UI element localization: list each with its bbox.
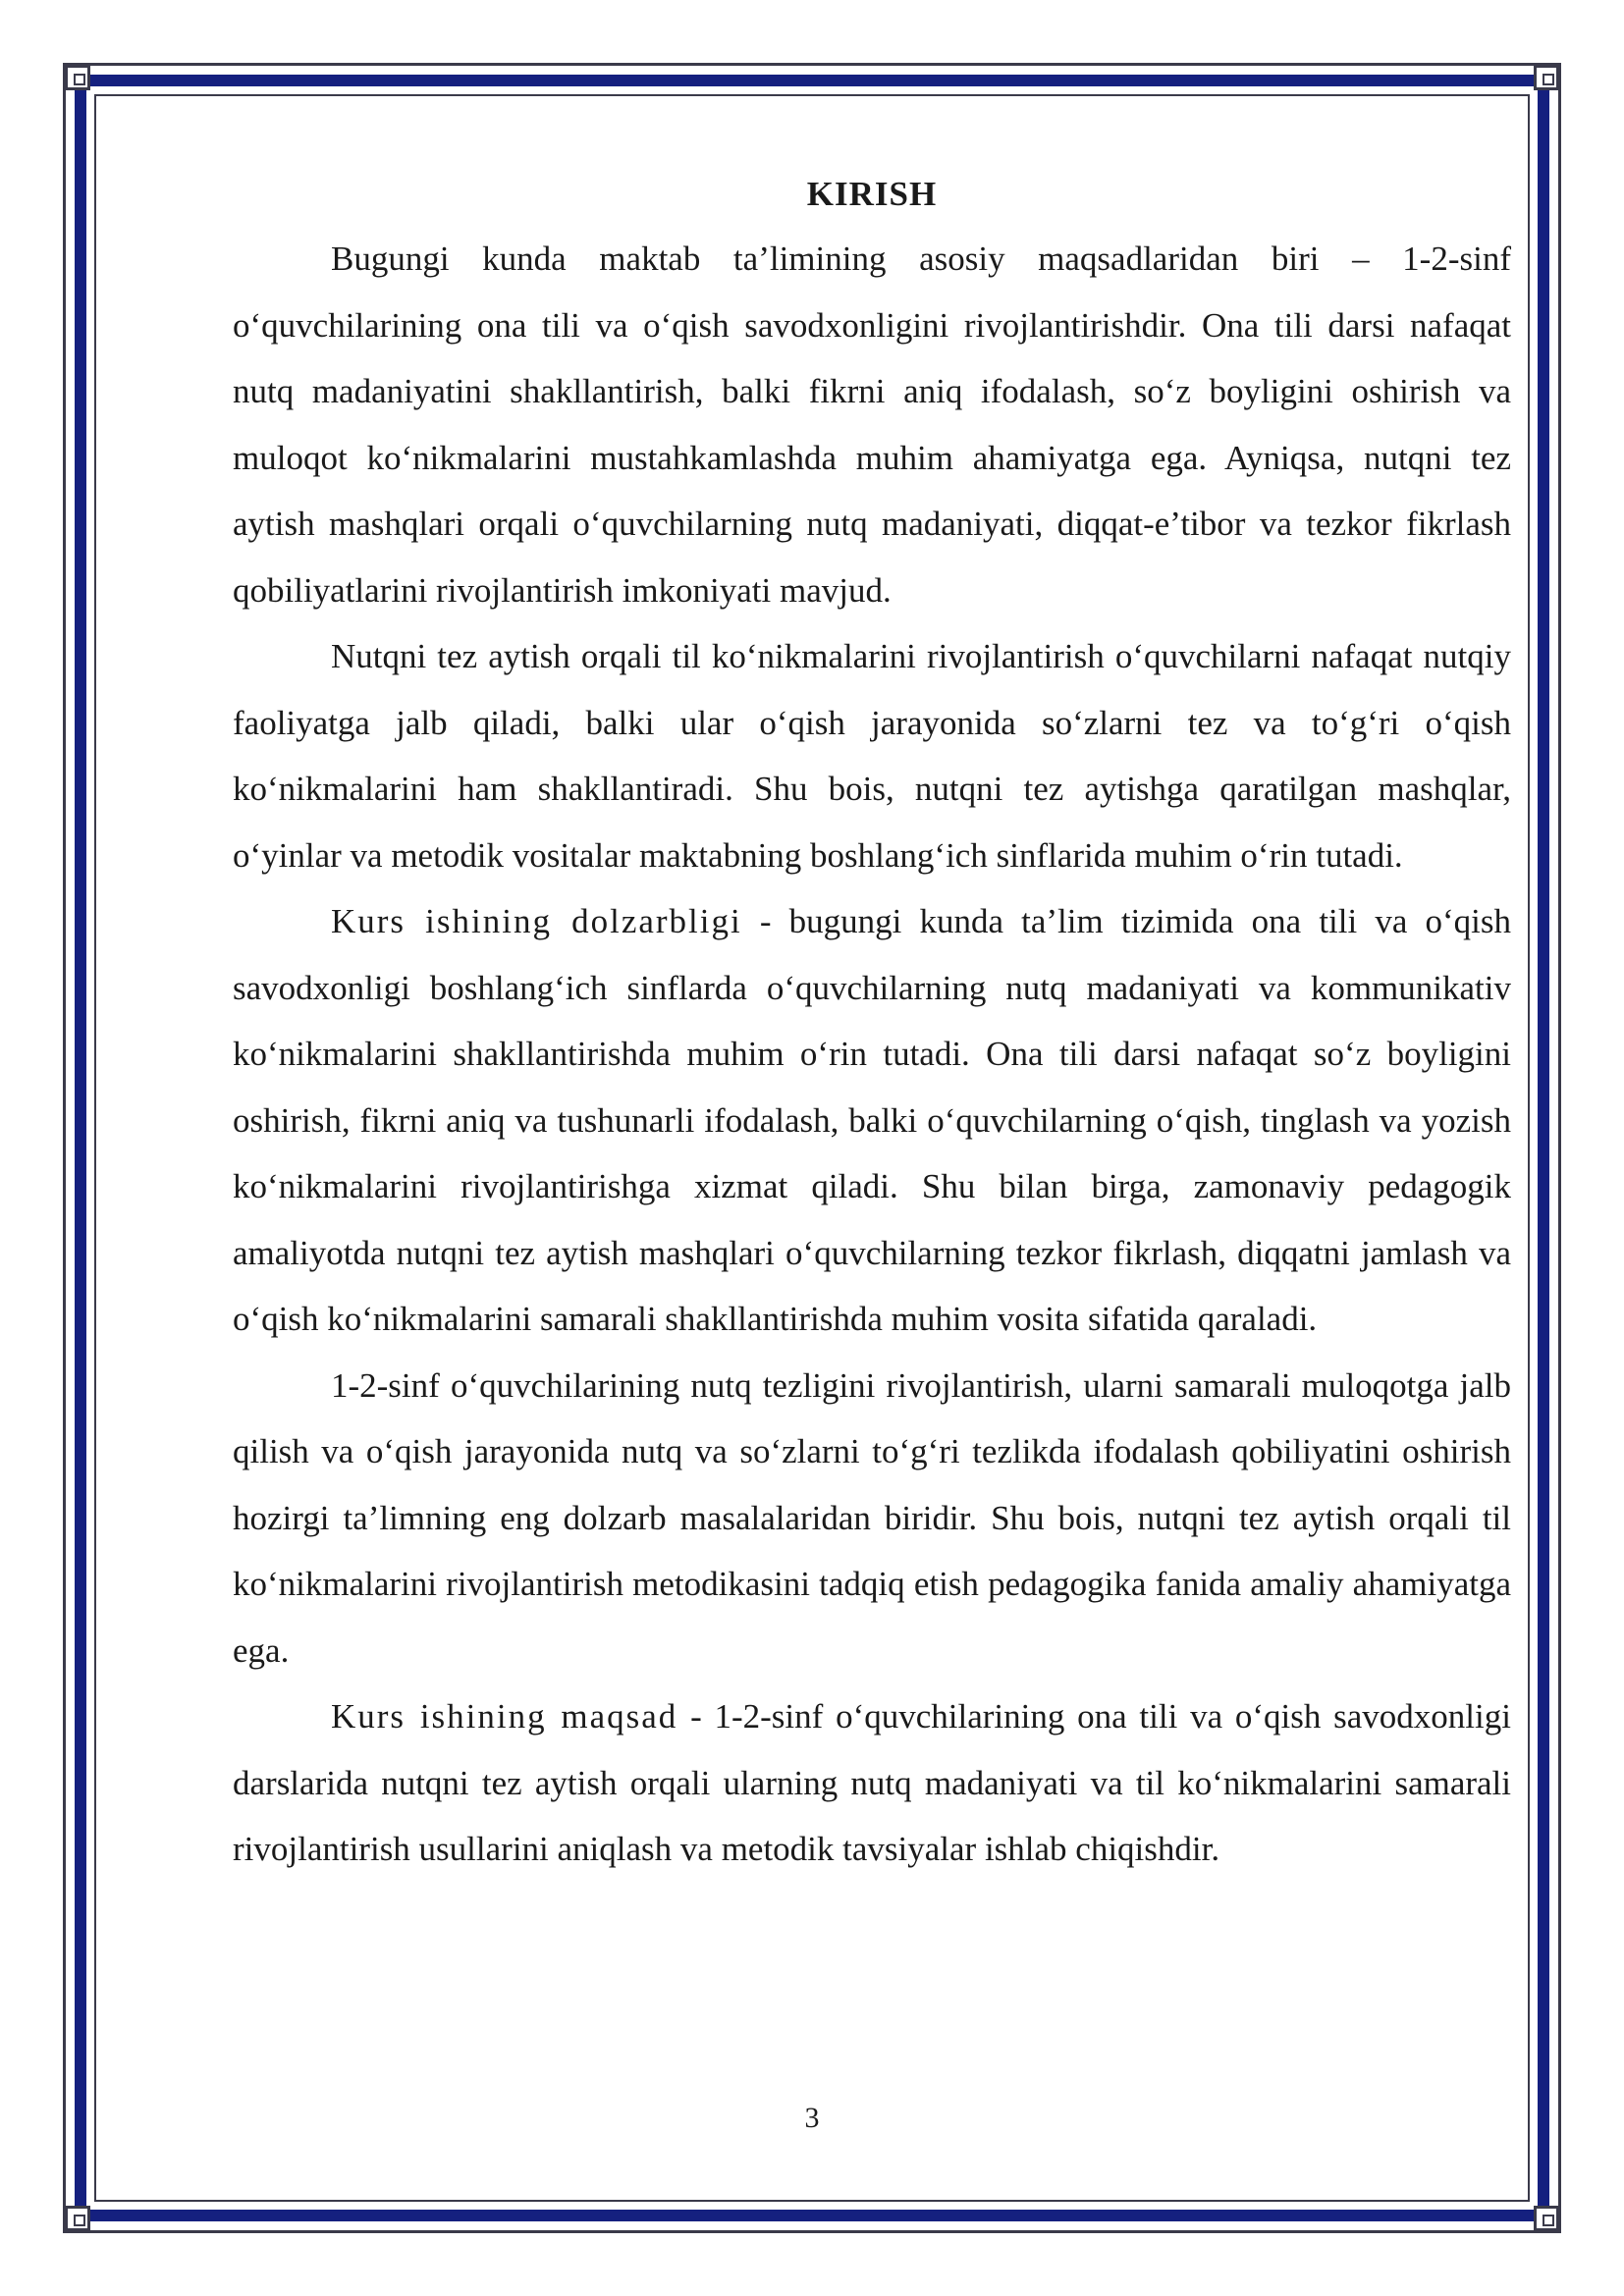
border-corner-ornament [1534, 2206, 1559, 2231]
paragraph-text: - 1-2-sinf o‘quvchilarining ona tili va o‘qish savodxonligi darslarida nutqni tez aytish orqali ularning nutq madaniyati va til ko‘nikmalarini samarali rivojlantirish usullarini aniqlash va metodik tavsiyalar ishlab chiqishdir. [233, 1697, 1511, 1868]
border-corner-ornament [65, 2206, 90, 2231]
page-content [233, 175, 1511, 1883]
paragraph-relevance [233, 888, 1511, 1353]
border-corner-ornament [65, 65, 90, 90]
paragraph-tongue-twisters [233, 623, 1511, 888]
paragraph-intro [233, 226, 1511, 623]
border-corner-ornament [1534, 65, 1559, 90]
paragraph-text: 1-2-sinf o‘quvchilarining nutq tezligini rivojlantirish, ularni samarali muloqotga jalb qilish va o‘qish jarayonida nutq va so‘zlarni to‘g‘ri tezlikda ifodalash qobiliyatini oshirish hozirgi ta’limning eng dolzarb masalalaridan biridir. Shu bois, nutqni tez aytish orqali til ko‘nikmalarini rivojlantirish metodikasini tadqiq etish pedagogika fanida amaliy ahamiyatga ega. [233, 1365, 1511, 1670]
paragraph-goal [233, 1683, 1511, 1883]
page-number: 3 [804, 2102, 820, 2134]
section-title: KIRISH [806, 175, 938, 213]
paragraph-lead: Kurs ishining dolzarbligi [331, 902, 742, 940]
paragraph-text: Bugungi kunda maktab ta’limining asosiy maqsadlaridan biri – 1-2-sinf o‘quvchilarining ona tili va o‘qish savodxonligini rivojlantirishdir. Ona tili darsi nafaqat nutq madaniyatini shakllantirish, balki fikrni aniq ifodalash, so‘z boyligini oshirish va muloqot ko‘nikmalarini mustahkamlashda muhim ahamiyatga ega. Ayniqsa, nutqni tez aytish mashqlari orqali o‘quvchilarning nutq madaniyati, diqqat-e’tibor va tezkor fikrlash qobiliyatlarini rivojlantirish imkoniyati mavjud. [233, 240, 1511, 610]
paragraph-text: Nutqni tez aytish orqali til ko‘nikmalarini rivojlantirish o‘quvchilarni nafaqat nutqiy faoliyatga jalb qiladi, balki ular o‘qish jarayonida so‘zlarni tez va to‘g‘ri o‘qish ko‘nikmalarini ham shakllantiradi. Shu bois, nutqni tez aytishga qaratilgan mashqlar, o‘yinlar va metodik vositalar maktabning boshlang‘ich sinflarida muhim o‘rin tutadi. [233, 637, 1511, 875]
paragraph-lead: Kurs ishining maqsad [331, 1697, 678, 1735]
paragraph-text: - bugungi kunda ta’lim tizimida ona tili va o‘qish savodxonligi boshlang‘ich sinflarda o‘quvchilarning nutq madaniyati va kommunikativ ko‘nikmalarini shakllantirishda muhim o‘rin tutadi. Ona tili darsi nafaqat so‘z boyligini oshirish, fikrni aniq va tushunarli ifodalash, balki o‘quvchilarning o‘qish, tinglash va yozish ko‘nikmalarini rivojlantirishga xizmat qiladi. Shu bilan birga, zamonaviy pedagogik amaliyotda nutqni tez aytish mashqlari o‘quvchilarning tezkor fikrlash, diqqatni jamlash va o‘qish ko‘nikmalarini samarali shakllantirishda muhim vosita sifatida qaraladi. [233, 902, 1511, 1338]
paragraph-speech-speed [233, 1353, 1511, 1684]
